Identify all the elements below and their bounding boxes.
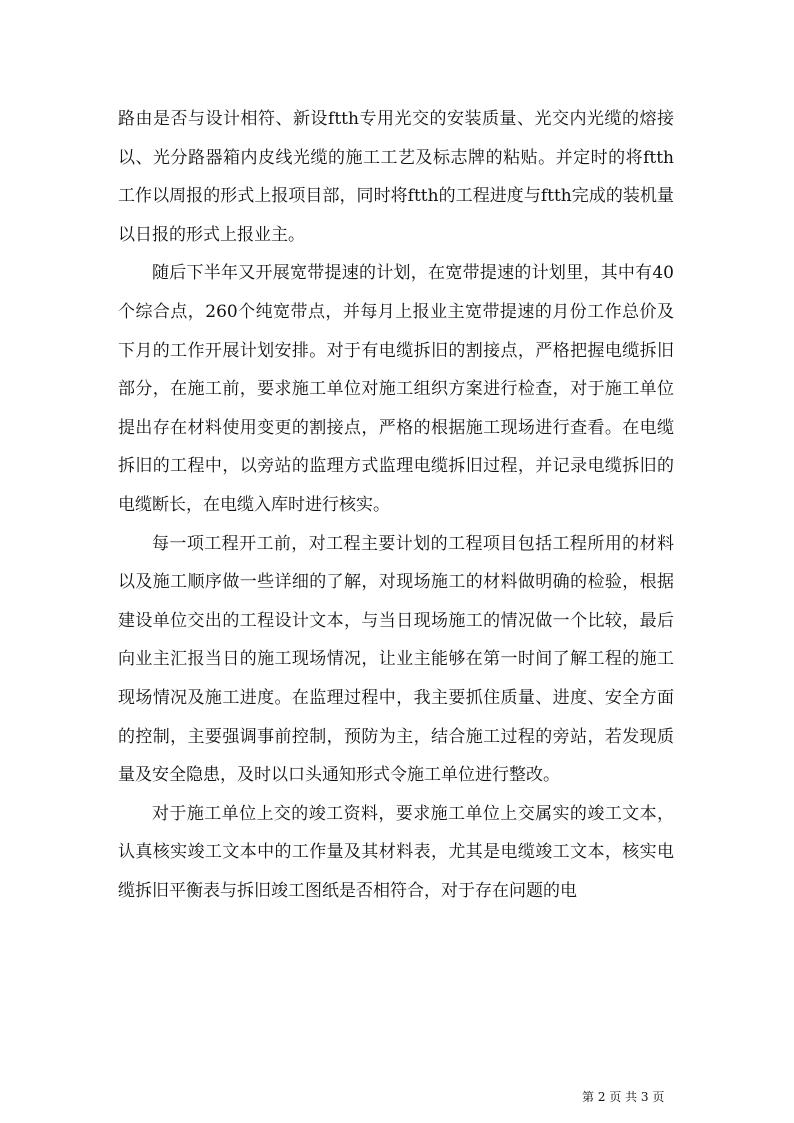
paragraph-2: 随后下半年又开展宽带提速的计划，在宽带提速的计划里，其中有40个综合点，260个纯宽带点，并每月上报业主宽带提速的月份工作总价及下月的工作开展计划安排。对于有电缆拆旧的割接点，严格把握电缆拆旧部分，在施工前，要求施工单位对施工组织方案进行检查，对于施工单位提出存在材料使用变更的割接点，严格的根据施工现场进行查看。在电缆拆旧的工程中，以旁站的监理方式监理电缆拆旧过程，并记录电缆拆旧的电缆断长，在电缆入库时进行核实。	[118, 263, 674, 515]
paragraph-3: 每一项工程开工前，对工程主要计划的工程项目包括工程所用的材料以及施工顺序做一些详细的了解，对现场施工的材料做明确的检验，根据建设单位交出的工程设计文本，与当日现场施工的情况做一个比较，最后向业主汇报当日的施工现场情况，让业主能够在第一时间了解工程的施工现场情况及施工进度。在监理过程中，我主要抓住质量、进度、安全方面的控制，主要强调事前控制，预防为主，结合施工过程的旁站，若发现质量及安全隐患，及时以口头通知形式令施工单位进行整改。	[118, 533, 674, 786]
paragraph-4: 对于施工单位上交的竣工资料，要求施工单位上交属实的竣工文本，认真核实竣工文本中的工作量及其材料表，尤其是电缆竣工文本，核实电缆拆旧平衡表与拆旧竣工图纸是否相符合，对于存在问题的电	[118, 803, 674, 901]
document-body	[118, 100, 674, 910]
paragraph-1: 路由是否与设计相符、新设ftth专用光交的安装质量、光交内光缆的熔接以、光分路器箱内皮线光缆的施工工艺及标志牌的粘贴。并定时的将ftth工作以周报的形式上报项目部，同时将ftth的工程进度与ftth完成的装机量以日报的形式上报业主。	[118, 109, 674, 245]
page-number: 第 2 页 共 3 页	[582, 1090, 665, 1104]
